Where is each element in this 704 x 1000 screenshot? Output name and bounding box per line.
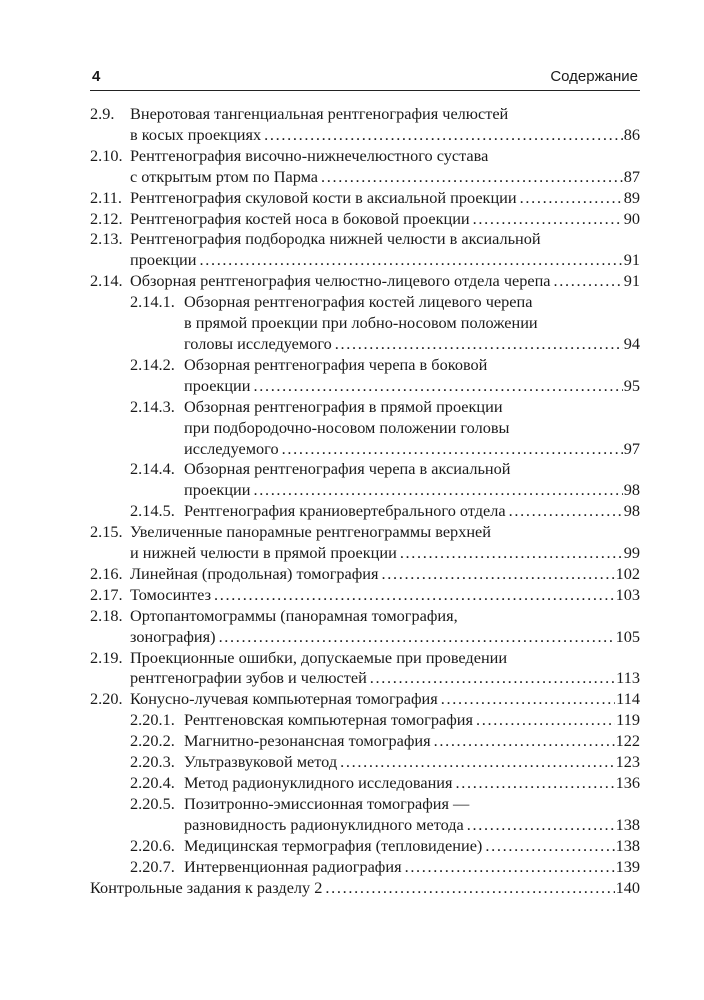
toc-entry-title bbox=[130, 606, 640, 648]
dot-leader bbox=[485, 836, 614, 857]
toc-entry[interactable] bbox=[90, 459, 640, 501]
toc-entry-page: 91 bbox=[623, 250, 640, 270]
toc-entry-title bbox=[90, 878, 640, 899]
dot-leader bbox=[382, 564, 615, 585]
toc-entry-title-line: Рентгенография подбородка нижней челюсти в аксиальной bbox=[130, 229, 541, 249]
dot-leader bbox=[214, 585, 615, 606]
toc-entry-title-line: зонография) bbox=[130, 626, 216, 646]
toc-entry-title bbox=[184, 794, 640, 836]
toc-entry[interactable] bbox=[90, 606, 640, 648]
toc-entry-title-line: Рентгеновская компьютерная томография bbox=[184, 710, 473, 730]
toc-entry-page: 95 bbox=[623, 375, 640, 395]
table-of-contents bbox=[90, 104, 640, 898]
dot-leader bbox=[520, 188, 623, 209]
toc-entry-title-line: в прямой проекции при лобно-носовом положении bbox=[184, 313, 538, 333]
toc-entry-page: 138 bbox=[615, 835, 640, 855]
dot-leader bbox=[219, 627, 615, 648]
toc-entry-page: 97 bbox=[623, 438, 640, 458]
toc-entry-title bbox=[184, 397, 640, 460]
toc-entry-number: 2.17. bbox=[90, 584, 123, 604]
toc-entry-page: 123 bbox=[615, 752, 640, 772]
toc-entry-title-line: разновидность радионуклидного метода bbox=[184, 814, 464, 834]
toc-entry-title-line: головы исследуемого bbox=[184, 333, 332, 353]
toc-entry-page: 99 bbox=[623, 543, 640, 563]
toc-entry-title-line: Рентгенография костей носа в боковой проекции bbox=[130, 208, 470, 228]
toc-entry-number: 2.13. bbox=[90, 229, 123, 249]
toc-entry-title bbox=[130, 564, 640, 585]
section-title: Содержание bbox=[550, 68, 638, 85]
toc-entry-title-line: Линейная (продольная) томография bbox=[130, 563, 379, 583]
toc-entry-title bbox=[184, 292, 640, 355]
toc-entry-title bbox=[184, 710, 640, 731]
toc-entry-page: 139 bbox=[615, 856, 640, 876]
toc-entry-page: 94 bbox=[623, 333, 640, 353]
toc-entry[interactable] bbox=[90, 522, 640, 564]
toc-entry[interactable] bbox=[90, 209, 640, 230]
dot-leader bbox=[325, 878, 614, 899]
toc-entry-title-line: Внеротовая тангенциальная рентгенография челюстей bbox=[130, 104, 509, 123]
toc-entry-page: 91 bbox=[623, 271, 640, 291]
toc-entry-title bbox=[130, 271, 640, 292]
toc-entry-title-line: рентгенографии зубов и челюстей bbox=[130, 668, 367, 688]
dot-leader bbox=[509, 501, 623, 522]
toc-entry-page: 119 bbox=[616, 710, 640, 730]
toc-entry[interactable] bbox=[90, 878, 640, 899]
dot-leader bbox=[473, 209, 623, 230]
toc-entry-title-line: Рентгенография скуловой кости в аксиальной проекции bbox=[130, 187, 517, 207]
toc-entry[interactable] bbox=[90, 836, 640, 857]
toc-entry-title-line: в косых проекциях bbox=[130, 124, 262, 144]
dot-leader bbox=[467, 815, 615, 836]
toc-entry-title-line: Контрольные задания к разделу 2 bbox=[90, 877, 323, 897]
toc-entry[interactable] bbox=[90, 585, 640, 606]
toc-entry[interactable] bbox=[90, 271, 640, 292]
toc-entry-page: 98 bbox=[623, 480, 640, 500]
toc-entry-page: 113 bbox=[616, 668, 640, 688]
toc-entry-title-line: Обзорная рентгенография в прямой проекции bbox=[184, 396, 503, 416]
toc-entry-title-line: Рентгенография краниовертебрального отдела bbox=[184, 501, 506, 521]
toc-entry-number: 2.11. bbox=[90, 187, 122, 207]
toc-entry-title bbox=[184, 773, 640, 794]
toc-entry-page: 138 bbox=[615, 814, 640, 834]
toc-entry[interactable] bbox=[90, 794, 640, 836]
toc-entry-title bbox=[130, 188, 640, 209]
toc-entry-number: 2.14.5. bbox=[130, 501, 175, 521]
dot-leader bbox=[335, 334, 623, 355]
dot-leader bbox=[400, 543, 623, 564]
dot-leader bbox=[476, 710, 615, 731]
toc-entry-title-line: при подбородочно-носовом положении головы bbox=[184, 417, 510, 437]
toc-entry-number: 2.14.3. bbox=[130, 396, 175, 416]
toc-entry-title bbox=[184, 459, 640, 501]
toc-entry[interactable] bbox=[90, 397, 640, 460]
toc-entry-page: 89 bbox=[623, 187, 640, 207]
toc-entry-page: 98 bbox=[623, 501, 640, 521]
toc-entry-number: 2.16. bbox=[90, 563, 123, 583]
toc-entry-title bbox=[130, 104, 640, 146]
toc-entry-title bbox=[184, 752, 640, 773]
toc-entry-title bbox=[184, 731, 640, 752]
toc-entry-number: 2.20. bbox=[90, 689, 123, 709]
toc-entry-title bbox=[130, 522, 640, 564]
dot-leader bbox=[554, 271, 623, 292]
toc-entry-page: 102 bbox=[615, 563, 640, 583]
toc-entry-title bbox=[184, 355, 640, 397]
toc-entry-title bbox=[130, 146, 640, 188]
toc-entry-page: 122 bbox=[615, 731, 640, 751]
toc-entry-number: 2.20.4. bbox=[130, 773, 175, 792]
toc-entry-number: 2.15. bbox=[90, 522, 123, 542]
toc-entry-number: 2.14. bbox=[90, 271, 123, 291]
toc-entry[interactable] bbox=[90, 292, 640, 355]
toc-entry[interactable] bbox=[90, 731, 640, 752]
toc-entry-title bbox=[130, 689, 640, 710]
toc-entry-page: 90 bbox=[623, 208, 640, 228]
toc-entry-page: 103 bbox=[615, 584, 640, 604]
running-header bbox=[90, 66, 640, 91]
toc-entry[interactable] bbox=[90, 104, 640, 146]
toc-entry[interactable] bbox=[90, 752, 640, 773]
toc-entry-title-line: проекции bbox=[130, 250, 197, 270]
dot-leader bbox=[455, 773, 614, 794]
toc-entry-title-line: Конусно-лучевая компьютерная томография bbox=[130, 689, 438, 709]
toc-entry-title-line: Позитронно-эмиссионная томография — bbox=[184, 793, 470, 813]
toc-entry-number: 2.18. bbox=[90, 605, 123, 625]
toc-entry-title-line: Интервенционная радиография bbox=[184, 856, 402, 876]
toc-entry-page: 86 bbox=[623, 124, 640, 144]
toc-entry[interactable] bbox=[90, 689, 640, 710]
toc-entry-page: 136 bbox=[615, 773, 640, 792]
dot-leader bbox=[282, 439, 623, 460]
toc-entry-page: 140 bbox=[615, 877, 640, 897]
toc-entry-title-line: проекции bbox=[184, 375, 251, 395]
toc-entry-number: 2.12. bbox=[90, 208, 123, 228]
toc-entry-number: 2.20.1. bbox=[130, 710, 175, 730]
toc-entry[interactable] bbox=[90, 229, 640, 271]
toc-entry-number: 2.19. bbox=[90, 647, 123, 667]
dot-leader bbox=[340, 752, 614, 773]
toc-entry-number: 2.20.3. bbox=[130, 752, 175, 772]
toc-entry-title-line: исследуемого bbox=[184, 438, 279, 458]
toc-entry-number: 2.14.2. bbox=[130, 354, 175, 374]
toc-entry[interactable] bbox=[90, 857, 640, 878]
toc-entry-title bbox=[130, 585, 640, 606]
toc-entry[interactable] bbox=[90, 501, 640, 522]
dot-leader bbox=[264, 125, 623, 146]
toc-entry[interactable] bbox=[90, 648, 640, 690]
toc-entry-title bbox=[184, 857, 640, 878]
dot-leader bbox=[370, 668, 615, 689]
toc-entry-title-line: Ортопантомограммы (панорамная томография, bbox=[130, 605, 458, 625]
dot-leader bbox=[405, 857, 615, 878]
toc-entry-title bbox=[130, 209, 640, 230]
toc-entry[interactable] bbox=[90, 188, 640, 209]
dot-leader bbox=[441, 689, 615, 710]
toc-entry-number: 2.20.6. bbox=[130, 835, 175, 855]
toc-entry-title-line: с открытым ртом по Парма bbox=[130, 166, 319, 186]
dot-leader bbox=[253, 376, 622, 397]
toc-entry-page: 105 bbox=[615, 626, 640, 646]
toc-entry-number: 2.20.2. bbox=[130, 731, 175, 751]
toc-entry-number: 2.20.5. bbox=[130, 793, 175, 813]
dot-leader bbox=[434, 731, 615, 752]
toc-entry-page: 87 bbox=[623, 166, 640, 186]
toc-entry-title-line: Медицинская термография (тепловидение) bbox=[184, 835, 483, 855]
toc-entry-number: 2.10. bbox=[90, 145, 123, 165]
toc-entry-number: 2.9. bbox=[90, 104, 115, 123]
toc-entry[interactable] bbox=[90, 564, 640, 585]
toc-entry-title-line: Ультразвуковой метод bbox=[184, 752, 338, 772]
toc-entry-title bbox=[130, 229, 640, 271]
dot-leader bbox=[199, 250, 622, 271]
toc-entry-title-line: Томосинтез bbox=[130, 584, 212, 604]
toc-entry-title bbox=[184, 836, 640, 857]
toc-entry-title-line: Обзорная рентгенография черепа в боковой bbox=[184, 354, 488, 374]
dot-leader bbox=[253, 480, 622, 501]
toc-entry-title-line: Проекционные ошибки, допускаемые при проведении bbox=[130, 647, 508, 667]
toc-entry-title-line: Обзорная рентгенография черепа в аксиальной bbox=[184, 459, 511, 479]
toc-entry-title bbox=[130, 648, 640, 690]
toc-entry-number: 2.20.7. bbox=[130, 856, 175, 876]
page-number: 4 bbox=[92, 68, 101, 85]
toc-entry-title bbox=[184, 501, 640, 522]
toc-entry[interactable] bbox=[90, 773, 640, 794]
toc-entry[interactable] bbox=[90, 146, 640, 188]
toc-entry-title-line: Обзорная рентгенография костей лицевого черепа bbox=[184, 292, 533, 312]
toc-entry-title-line: проекции bbox=[184, 480, 251, 500]
toc-entry-title-line: Увеличенные панорамные рентгенограммы верхней bbox=[130, 522, 491, 542]
toc-entry-number: 2.14.1. bbox=[130, 292, 175, 312]
toc-entry-number: 2.14.4. bbox=[130, 459, 175, 479]
toc-entry[interactable] bbox=[90, 710, 640, 731]
toc-entry-title-line: и нижней челюсти в прямой проекции bbox=[130, 543, 397, 563]
toc-entry-title-line: Рентгенография височно-нижнечелюстного сустава bbox=[130, 145, 489, 165]
toc-entry[interactable] bbox=[90, 355, 640, 397]
dot-leader bbox=[321, 167, 623, 188]
toc-entry-title-line: Метод радионуклидного исследования bbox=[184, 773, 453, 792]
toc-entry-title-line: Обзорная рентгенография челюстно-лицевого отдела черепа bbox=[130, 271, 551, 291]
toc-entry-title-line: Магнитно-резонансная томография bbox=[184, 731, 431, 751]
toc-entry-page: 114 bbox=[616, 689, 640, 709]
